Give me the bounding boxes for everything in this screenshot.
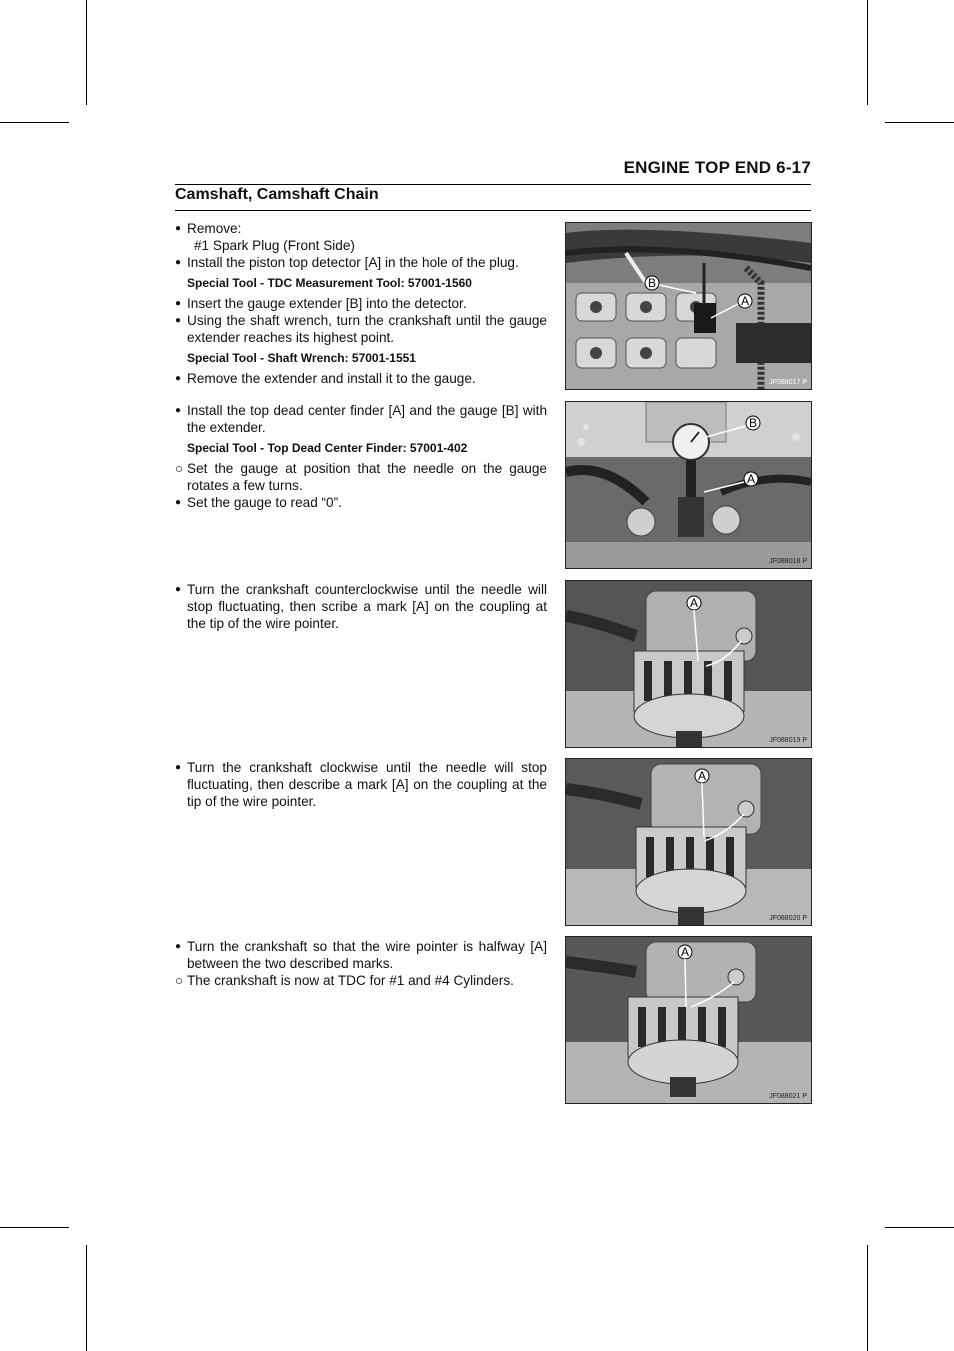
figure-id: JF088017 P — [769, 379, 807, 386]
instruction-block-2 — [175, 402, 547, 511]
figure-label: A — [697, 769, 707, 783]
crop-mark — [86, 1245, 87, 1351]
page-header — [175, 158, 811, 185]
list-item: ● Turn the crankshaft so that the wire pointer is halfway [A] between the two described marks. — [175, 939, 547, 971]
crop-mark — [885, 122, 954, 123]
list-item: ● Remove: — [175, 221, 242, 236]
figure-tdc-finder — [565, 401, 812, 569]
bullet-icon: ● — [175, 941, 182, 952]
instruction-block-3 — [175, 581, 547, 632]
list-item: ● Install the top dead center finder [A] and the gauge [B] with the extender. — [175, 403, 547, 435]
figure-id: JF088019 P — [769, 737, 807, 744]
list-item: ● Using the shaft wrench, turn the crankshaft until the gauge extender reaches its highest point. — [175, 313, 547, 345]
section-title: Camshaft, Camshaft Chain — [175, 186, 379, 203]
special-tool: Special Tool - TDC Measurement Tool: 57001-1560 — [187, 276, 472, 290]
list-item: ● Set the gauge to read “0”. — [175, 495, 342, 510]
figure-id: JF088020 P — [769, 915, 807, 922]
bullet-icon: ● — [175, 762, 182, 773]
circle-icon: ○ — [175, 973, 184, 988]
crop-mark — [0, 122, 69, 123]
list-item: ○ Set the gauge at position that the needle on the gauge rotates a few turns. — [175, 461, 547, 493]
list-subitem: #1 Spark Plug (Front Side) — [194, 238, 355, 253]
page-title: ENGINE TOP END 6-17 — [623, 158, 811, 177]
list-item: ● Remove the extender and install it to the gauge. — [175, 371, 476, 386]
circle-icon: ○ — [175, 461, 184, 476]
crop-mark — [867, 1245, 868, 1351]
list-item: ○ The crankshaft is now at TDC for #1 and #4 Cylinders. — [175, 973, 514, 988]
figure-label: A — [689, 596, 699, 610]
instruction-block-1 — [175, 220, 547, 387]
figure-id: JF088021 P — [769, 1093, 807, 1100]
crop-mark — [867, 0, 868, 105]
crop-mark — [0, 1227, 69, 1228]
list-item: ● Turn the crankshaft clockwise until the needle will stop fluctuating, then describe a mark [A] on the coupling at the tip of the wire pointer. — [175, 760, 547, 809]
instruction-block-4 — [175, 759, 547, 810]
section-header — [175, 186, 811, 211]
figure-label: B — [647, 276, 657, 290]
bullet-icon: ● — [175, 405, 182, 416]
bullet-icon: ● — [175, 298, 182, 309]
list-item: ● Insert the gauge extender [B] into the detector. — [175, 296, 467, 311]
figure-label: A — [746, 472, 756, 486]
bullet-icon: ● — [175, 584, 182, 595]
list-item: ● Install the piston top detector [A] in the hole of the plug. — [175, 255, 519, 270]
figure-tdc-detector — [565, 222, 812, 390]
crop-mark — [885, 1227, 954, 1228]
figure-label: A — [680, 945, 690, 959]
figure-label: B — [748, 416, 758, 430]
bullet-icon: ● — [175, 373, 182, 384]
figure-id: JF088018 P — [769, 558, 807, 565]
bullet-icon: ● — [175, 315, 182, 326]
crop-mark — [86, 0, 87, 105]
figure-coupling-ccw — [565, 580, 812, 748]
figure-coupling-cw — [565, 758, 812, 926]
list-item: ● Turn the crankshaft counterclockwise until the needle will stop fluctuating, then scribe a mark [A] on the coupling at the tip of the wire pointer. — [175, 582, 547, 631]
special-tool: Special Tool - Shaft Wrench: 57001-1551 — [187, 351, 416, 365]
bullet-icon: ● — [175, 257, 182, 268]
figure-coupling-halfway — [565, 936, 812, 1104]
bullet-icon: ● — [175, 223, 182, 234]
bullet-icon: ● — [175, 497, 182, 508]
figure-label: A — [740, 294, 750, 308]
instruction-block-5 — [175, 938, 547, 989]
special-tool: Special Tool - Top Dead Center Finder: 57001-402 — [187, 441, 468, 455]
